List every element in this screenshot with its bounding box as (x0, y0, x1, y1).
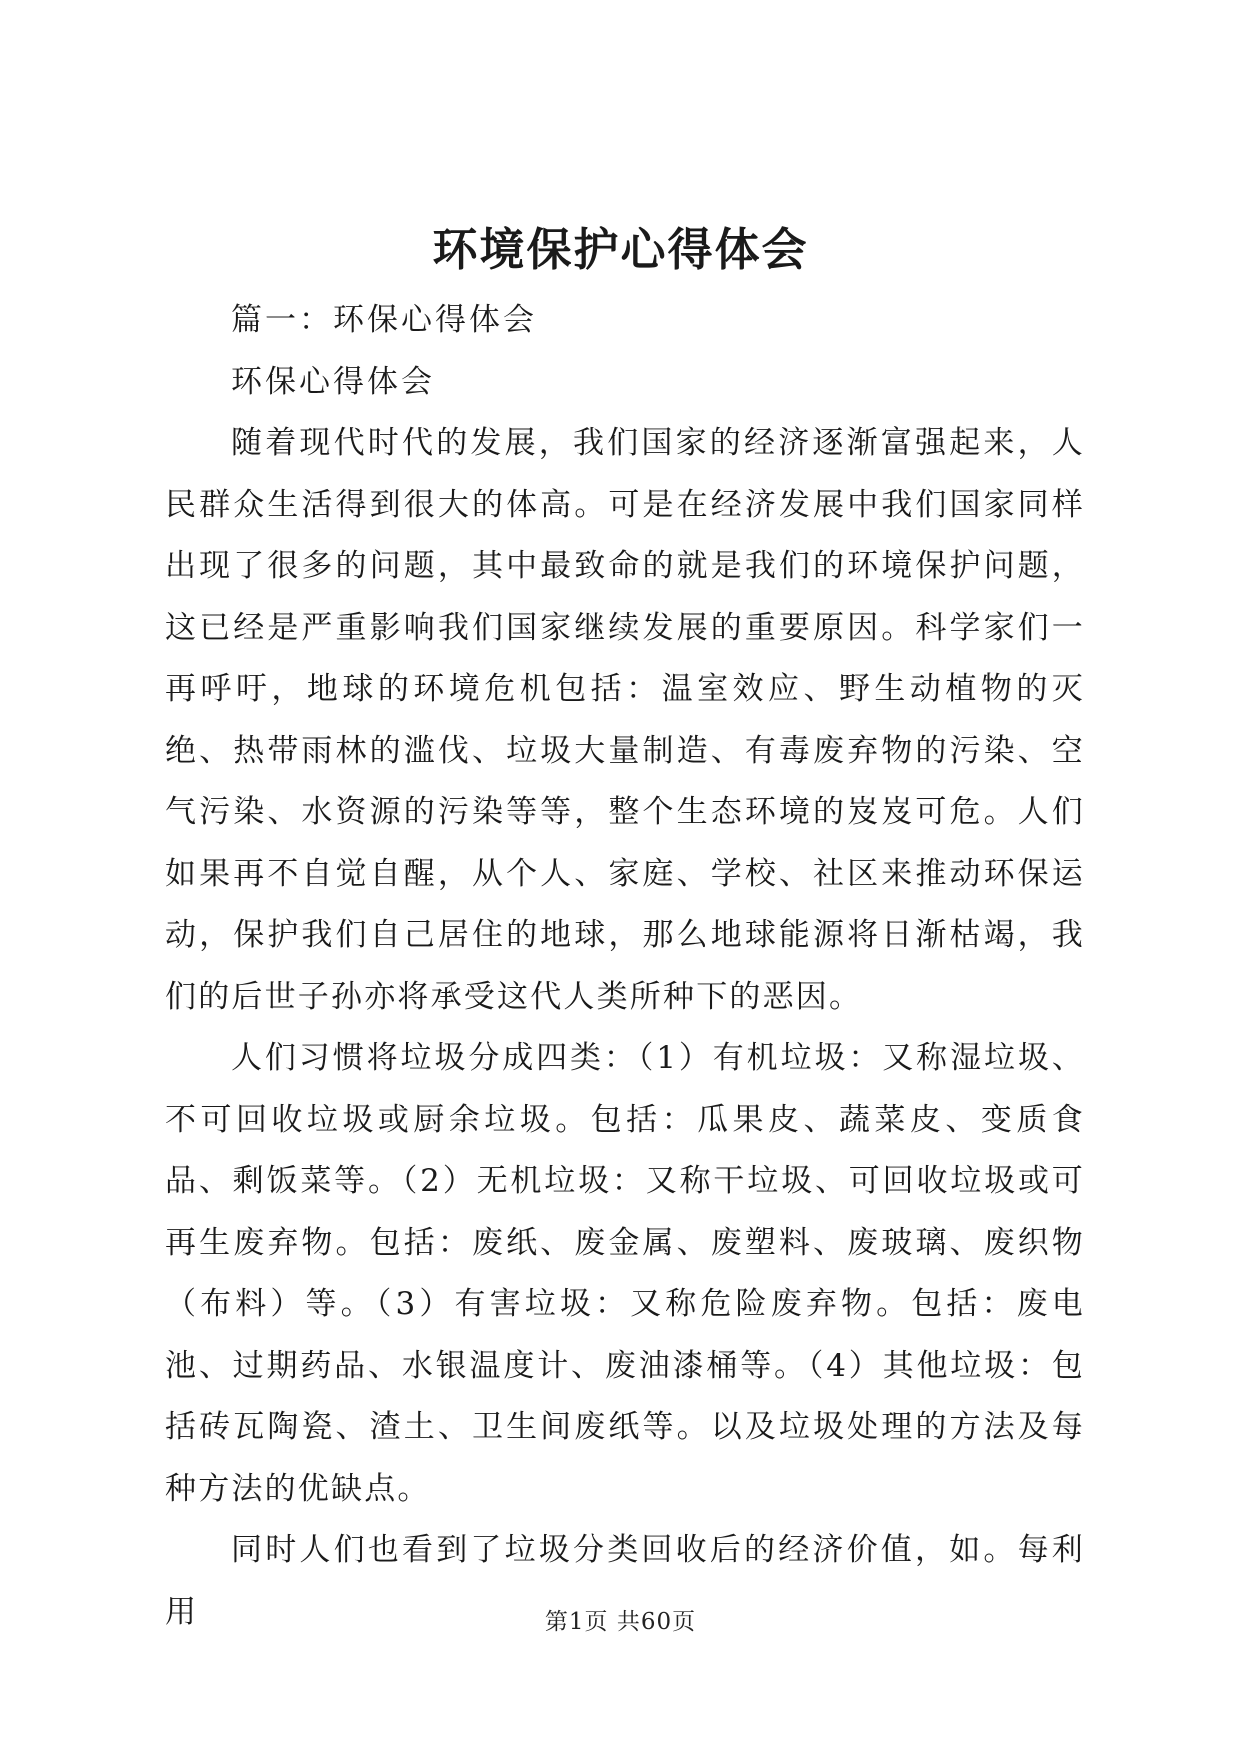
page-footer: 第1页 共60页 (544, 1609, 697, 1635)
body-paragraph-1: 随着现代时代的发展，我们国家的经济逐渐富强起来，人民群众生活得到很大的体高。可是在经济发展中我们国家同样出现了很多的问题，其中最致命的就是我们的环境保护问题，这已经是严重影响我们国家继续发展的重要原因。科学家们一再呼吁，地球的环境危机包括：温室效应、野生动植物的灭绝、热带雨林的滥伐、垃圾大量制造、有毒废弃物的污染、空气污染、水资源的污染等等，整个生态环境的岌岌可危。人们如果再不自觉自醒，从个人、家庭、学校、社区来推动环保运动，保护我们自己居住的地球，那么地球能源将日渐枯竭，我们的后世子孙亦将承受这代人类所种下的恶因。 (165, 425, 1085, 1015)
section-heading: 篇一：环保心得体会 (231, 302, 537, 338)
body-paragraph-3: 同时人们也看到了垃圾分类回收后的经济价值，如。每利用 (165, 1532, 1085, 1630)
document-title: 环境保护心得体会 (432, 223, 809, 276)
subsection-heading: 环保心得体会 (231, 363, 435, 400)
body-paragraph-2: 人们习惯将垃圾分成四类：（1）有机垃圾：又称湿垃圾、不可回收垃圾或厨余垃圾。包括：瓜果皮、蔬菜皮、变质食品、剩饭菜等。（2）无机垃圾：又称干垃圾、可回收垃圾或可再生废弃物。包括：废纸、废金属、废塑料、废玻璃、废织物（布料）等。（3）有害垃圾：又称危险废弃物。包括：废电池、过期药品、水银温度计、废油漆桶等。（4）其他垃圾：包括砖瓦陶瓷、渣土、卫生间废纸等。以及垃圾处理的方法及每种方法的优缺点。 (165, 1040, 1085, 1507)
document-body (165, 290, 1085, 1643)
